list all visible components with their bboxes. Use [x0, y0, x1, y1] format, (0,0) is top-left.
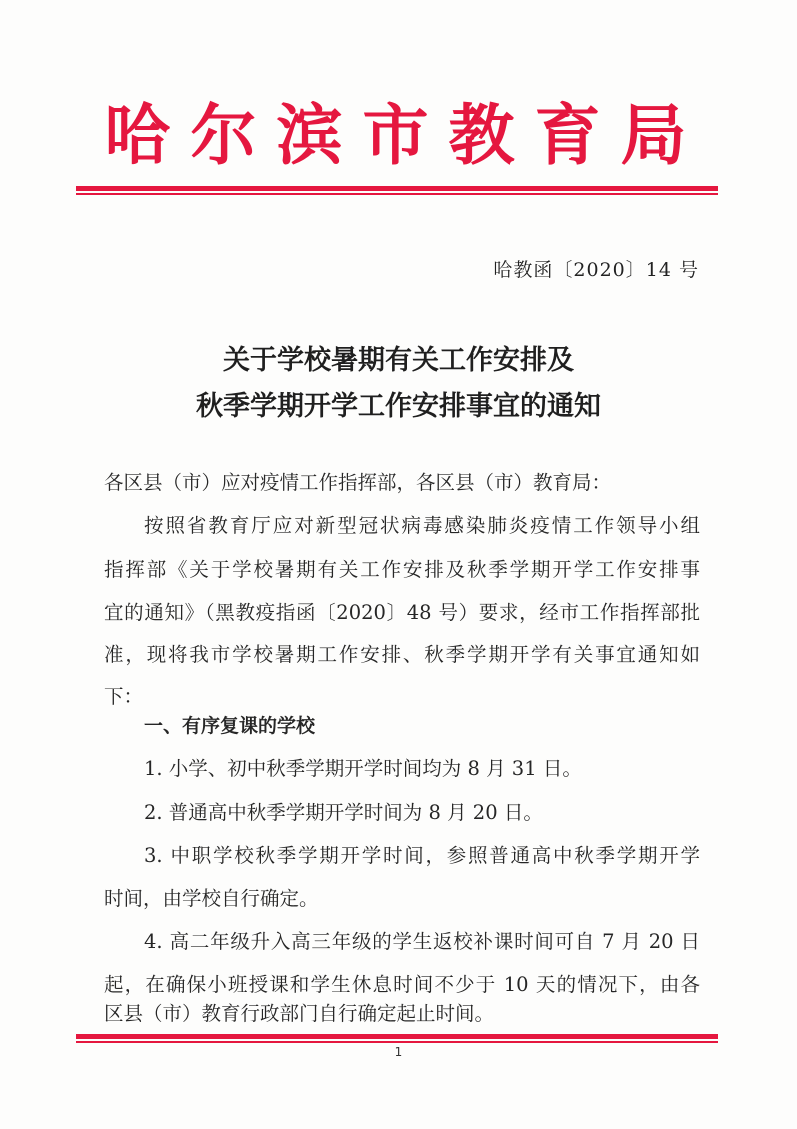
- list-item-2: 2. 普通高中秋季学期开学时间为 8 月 20 日。: [144, 801, 543, 824]
- intro-line-3: 宜的通知》（黑教疫指函〔2020〕48 号）要求，经市工作指挥部批: [104, 601, 700, 624]
- list-item-3-line-2: 时间，由学校自行确定。: [104, 887, 319, 910]
- masthead-red-rule: [76, 186, 718, 195]
- list-item-1: 1. 小学、初中秋季学期开学时间均为 8 月 31 日。: [144, 757, 582, 780]
- intro-line-5: 下：: [104, 685, 144, 708]
- document-title-line-2: 秋季学期开学工作安排事宜的通知: [196, 391, 601, 422]
- list-item-3-line-1: 3. 中职学校秋季学期开学时间，参照普通高中秋季学期开学: [144, 844, 700, 867]
- page-number: 1: [394, 1045, 403, 1059]
- intro-line-1: 按照省教育厅应对新型冠状病毒感染肺炎疫情工作领导小组: [144, 514, 700, 537]
- footer-red-rule: [76, 1034, 718, 1043]
- intro-line-4: 准，现将我市学校暑期工作安排、秋季学期开学有关事宜通知如: [104, 643, 700, 666]
- section-heading-1: 一、有序复课的学校: [144, 715, 316, 737]
- addressee-line: 各区县（市）应对疫情工作指挥部，各区县（市）教育局：: [104, 471, 612, 494]
- list-item-4-line-1: 4. 高二年级升入高三年级的学生返校补课时间可自 7 月 20 日: [144, 930, 700, 953]
- document-title-line-1: 关于学校暑期有关工作安排及: [223, 345, 574, 376]
- list-item-4-line-2: 起，在确保小班授课和学生休息时间不少于 10 天的情况下，由各: [104, 973, 700, 996]
- list-item-4-line-3: 区县（市）教育行政部门自行确定起止时间。: [104, 1002, 495, 1025]
- masthead-title: 哈尔滨市教育局: [104, 96, 707, 174]
- document-number: 哈教函〔2020〕14 号: [493, 259, 699, 281]
- intro-line-2: 指挥部《关于学校暑期有关工作安排及秋季学期开学工作安排事: [104, 558, 700, 581]
